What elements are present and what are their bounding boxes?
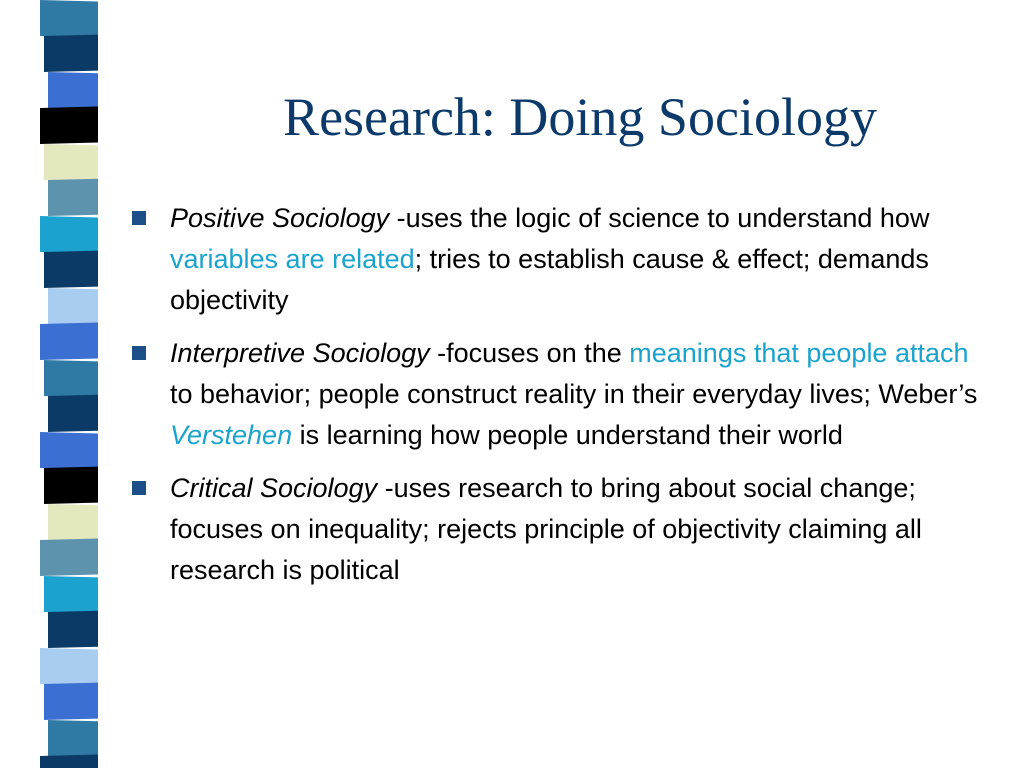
bullet-text: to behavior; people construct reality in their everyday lives; Weber’s [170, 379, 978, 409]
square-bullet-icon [132, 481, 146, 495]
stripe-segment [48, 504, 98, 541]
stripe-segment [48, 395, 98, 432]
stripe-segment [44, 360, 98, 397]
bullet-interpretive-sociology [132, 333, 982, 456]
bullet-positive-sociology [132, 198, 982, 321]
bullet-term: Positive Sociology [170, 203, 390, 233]
bullet-text: -uses research to bring about social change; focuses on inequality; rejects principle of objectivity claiming all research is political [170, 473, 922, 585]
stripe-segment [48, 179, 98, 216]
bullet-list [132, 198, 982, 603]
decorative-stripe-bar [0, 0, 118, 768]
bullet-critical-sociology [132, 468, 982, 591]
bullet-text: -focuses on the [429, 338, 630, 368]
stripe-segment [44, 467, 98, 504]
bullet-highlight-italic: Verstehen [170, 420, 293, 450]
stripe-segment [40, 0, 98, 38]
bullet-text: is learning how people understand their world [292, 420, 843, 450]
slide-title: Research: Doing Sociology [283, 87, 877, 147]
stripe-segment [44, 251, 98, 288]
square-bullet-icon [132, 211, 146, 225]
stripe-segment [44, 683, 98, 720]
stripe-segment [40, 106, 98, 144]
stripe-segment [48, 720, 98, 757]
bullet-highlight: meanings that people attach [629, 338, 969, 368]
stripe-segment [48, 72, 98, 109]
stripe-segment [44, 576, 98, 613]
stripe-segment [40, 322, 98, 360]
stripe-segment [40, 538, 98, 576]
stripe-segment [48, 288, 98, 325]
bullet-term: Critical Sociology [170, 473, 378, 503]
bullet-highlight: variables are related [170, 244, 415, 274]
stripe-segment [40, 648, 98, 686]
bullet-term: Interpretive Sociology [170, 338, 430, 368]
square-bullet-icon [132, 346, 146, 360]
bullet-text: -uses the logic of science to understand how [389, 203, 930, 233]
stripe-segment [44, 144, 98, 181]
stripe-segment [40, 754, 98, 768]
stripe-segment [40, 432, 98, 470]
stripe-segment [48, 611, 98, 648]
bullet-text: ; tries to establish cause & effect; demands objectivity [170, 244, 929, 315]
stripe-segment [44, 35, 98, 72]
stripe-segment [40, 216, 98, 254]
